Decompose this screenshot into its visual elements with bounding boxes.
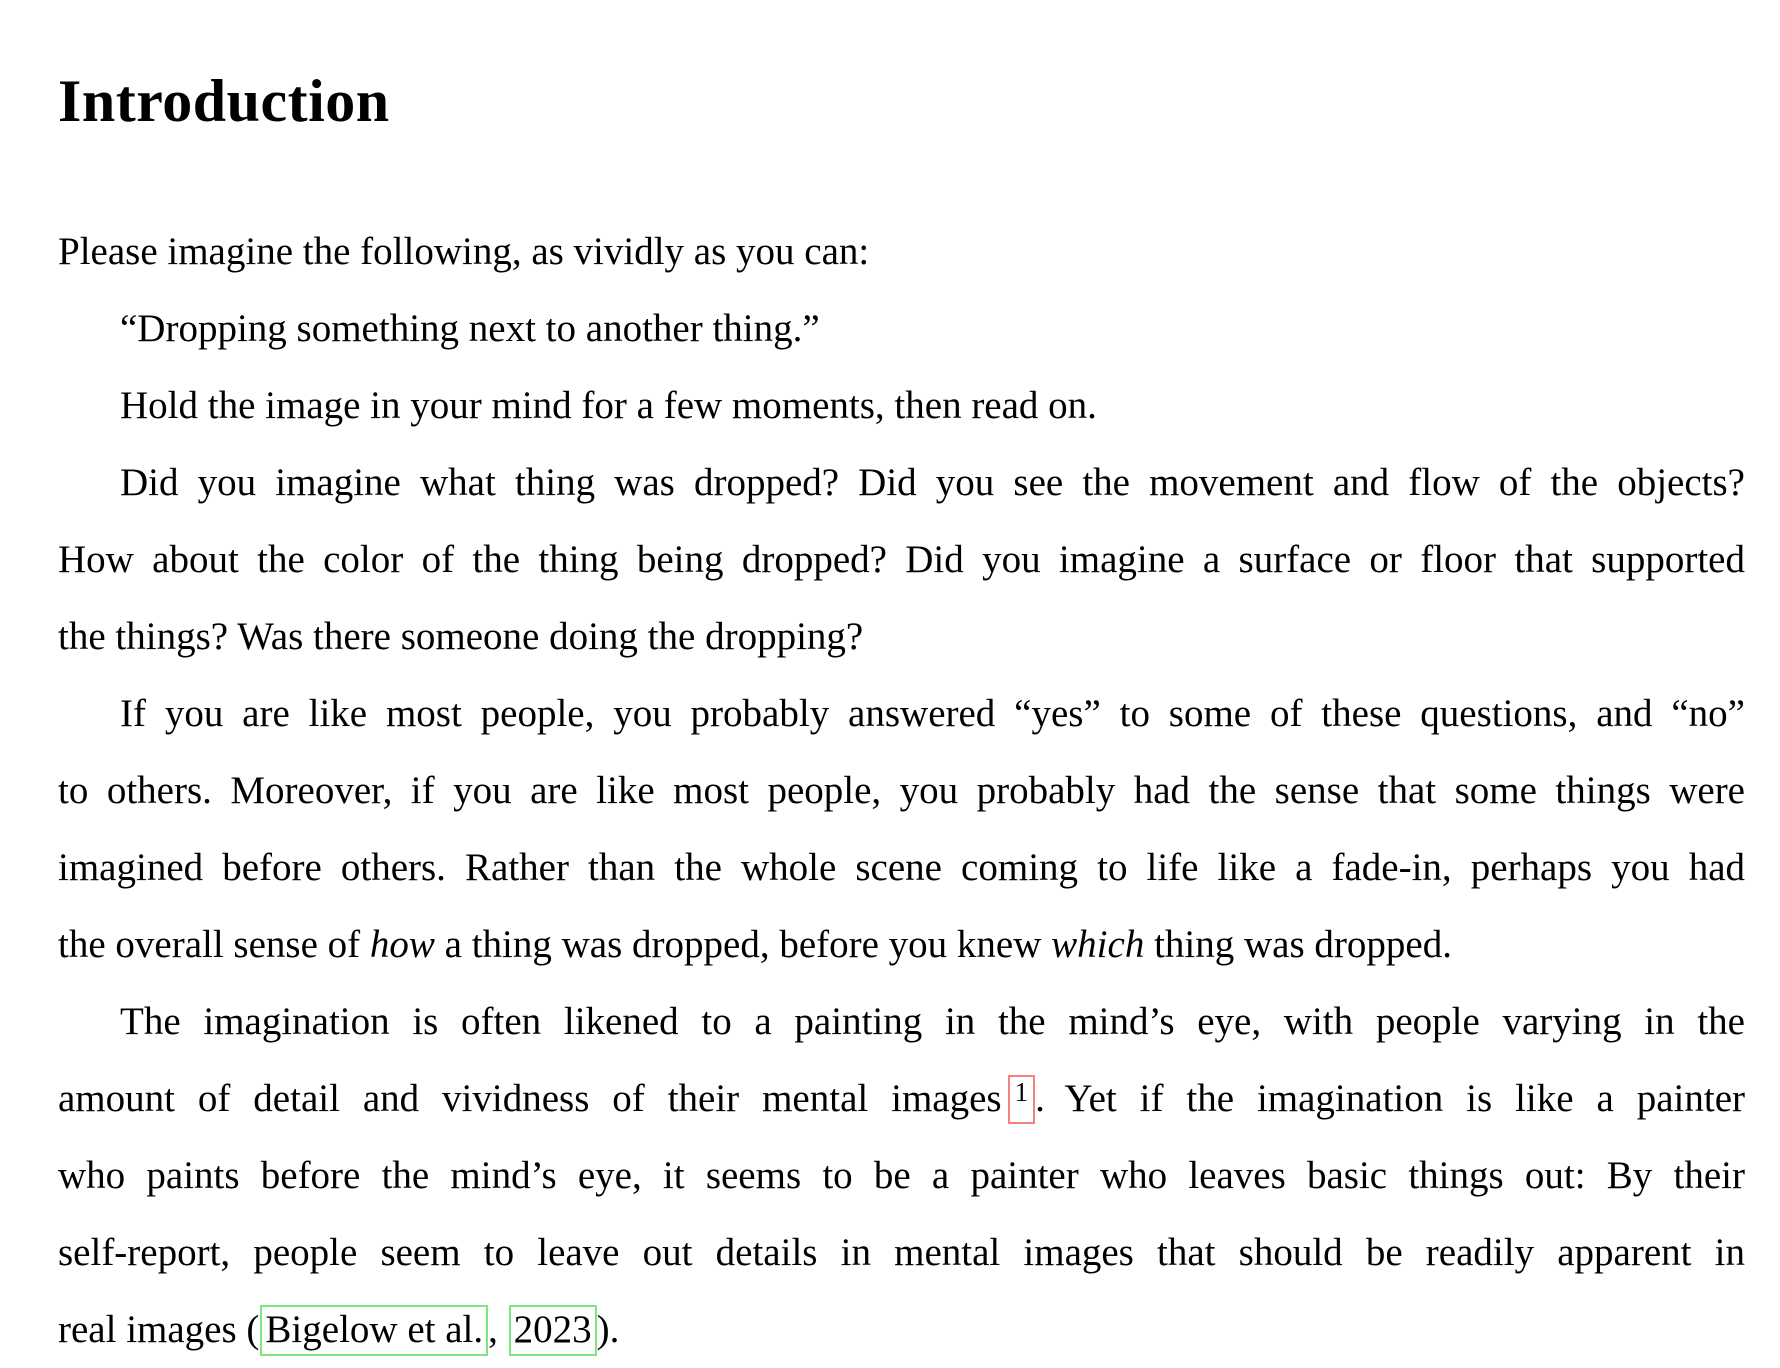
text-line: How about the color of the thing being dropped? Did you imagine a surface or floor that supported [58,538,1745,581]
text-line: The imagination is often likened to a painting in the mind’s eye, with people varying in the [120,1000,1745,1043]
citation-year-link[interactable]: 2023 [509,1305,597,1356]
text-line: imagined before others. Rather than the whole scene coming to life like a fade-in, perhaps you had [58,846,1745,889]
body-text [58,213,1745,1368]
text-segment: thing was dropped. [1144,923,1452,966]
citation-authors-link[interactable]: Bigelow et al. [260,1305,488,1356]
text-segment: the overall sense of [58,923,370,966]
emphasis-which: which [1051,923,1145,966]
text-segment: . Yet if the imagination is like a painter [1035,1077,1745,1120]
text-line: self-report, people seem to leave out details in mental images that should be readily apparent in [58,1231,1745,1274]
footnote-1-marker: 1 [1014,1077,1029,1107]
text-line: “Dropping something next to another thing.” [120,307,820,350]
text-line: Please imagine the following, as vividly as you can: [58,230,870,273]
text-line: Hold the image in your mind for a few moments, then read on. [120,384,1097,427]
text-line: the things? Was there someone doing the dropping? [58,615,864,658]
text-line [58,1291,1745,1368]
text-line [58,1060,1745,1137]
text-line: to others. Moreover, if you are like most people, you probably had the sense that some things were [58,769,1745,812]
emphasis-how: how [369,923,435,966]
text-segment: amount of detail and vividness of their mental images [58,1077,1002,1120]
text-segment: real images ( [58,1308,260,1351]
text-segment: , [488,1308,508,1351]
footnote-1-link[interactable] [1008,1075,1036,1124]
text-line [58,906,1745,983]
text-segment: a thing was dropped, before you knew [434,923,1052,966]
text-line: If you are like most people, you probably answered “yes” to some of these questions, and “no” [120,692,1745,735]
text-line: Did you imagine what thing was dropped? Did you see the movement and flow of the objects? [120,461,1745,504]
text-line: who paints before the mind’s eye, it seems to be a painter who leaves basic things out: By their [58,1154,1745,1197]
section-title: Introduction [58,68,390,134]
text-segment: ). [596,1308,620,1351]
